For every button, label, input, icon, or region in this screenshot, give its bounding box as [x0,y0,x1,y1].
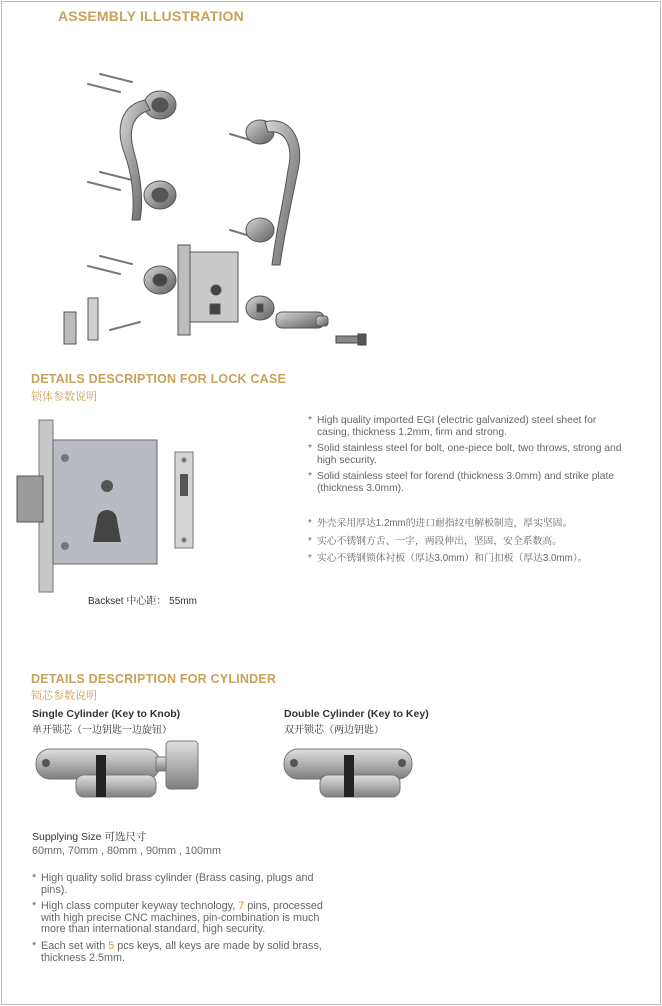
cylinder-title-cn: 锁芯参数说明 [31,690,97,702]
single-cylinder-label: Single Cylinder (Key to Knob) [32,708,181,720]
mortise-lock-body [178,245,238,335]
lock-feature-cn-2: * 实心不锈钢方舌、一字，两段伸出，坚固，安全系数高。 [308,536,638,548]
lock-feature-3: * Solid stainless steel for forend (thickness 3.0mm) and strike plate (thickness 3.0mm). [308,471,628,494]
cylinder-feature-2: * High class computer keyway technology, 7 pins, processed with high precise CNC machines, pin-combination is much more than international standard, high security. [32,901,332,936]
lock-case-title-cn: 锁体参数说明 [31,391,97,403]
double-cylinder-label: Double Cylinder (Key to Key) [284,708,429,720]
lock-case-features-en [308,415,628,499]
lock-case-image [15,418,205,594]
cylinder-title: DETAILS DESCRIPTION FOR CYLINDER [31,672,277,686]
single-cylinder-label-cn: 单开锁芯（一边钥匙一边旋钮） [32,725,172,736]
lock-feature-cn-3: * 实心不锈钢锁体衬板（厚达3.0mm）和门扣板（厚达3.0mm）。 [308,553,638,565]
cylinder-part [276,312,328,328]
double-cylinder-label-cn: 双开锁芯（两边钥匙） [284,725,384,736]
assembly-illustration [40,60,400,360]
lock-feature-cn-1: * 外壳采用厚达1.2mm的进口耐指纹电解板制造，厚实坚固。 [308,518,638,530]
double-cylinder-image [280,745,420,805]
cylinder-feature-1: * High quality solid brass cylinder (Brass casing, plugs and pins). [32,873,332,896]
backset-label: Backset 中心距： 55mm [88,596,197,607]
lock-feature-1: * High quality imported EGI (electric galvanized) steel sheet for casing, thickness 1.2mm, firm and strong. [308,415,628,438]
spindle-hole [101,480,113,492]
lock-case-features-cn [308,518,638,571]
lock-feature-2: * Solid stainless steel for bolt, one-piece bolt, two throws, strong and high security. [308,443,628,466]
strike-plate-img [175,452,193,548]
cylinder-features [32,873,332,969]
latch-bolt [17,476,43,522]
cylinder-feature-3: * Each set with 5 pcs keys, all keys are made by solid brass, thickness 2.5mm. [32,941,332,964]
rosette-right [246,296,274,320]
supplying-size-label: Supplying Size 可选尺寸 [32,831,147,843]
supplying-sizes: 60mm, 70mm , 80mm , 90mm , 100mm [32,845,221,857]
lock-case-title: DETAILS DESCRIPTION FOR LOCK CASE [31,372,286,386]
single-cylinder-image [32,735,202,805]
screws-right [230,134,250,236]
lever-handle-left [120,91,176,220]
key-part [336,334,366,345]
assembly-title: ASSEMBLY ILLUSTRATION [58,8,244,24]
lever-handle-right [246,120,300,265]
rosette-left [144,266,176,294]
strike-plate [64,298,98,344]
